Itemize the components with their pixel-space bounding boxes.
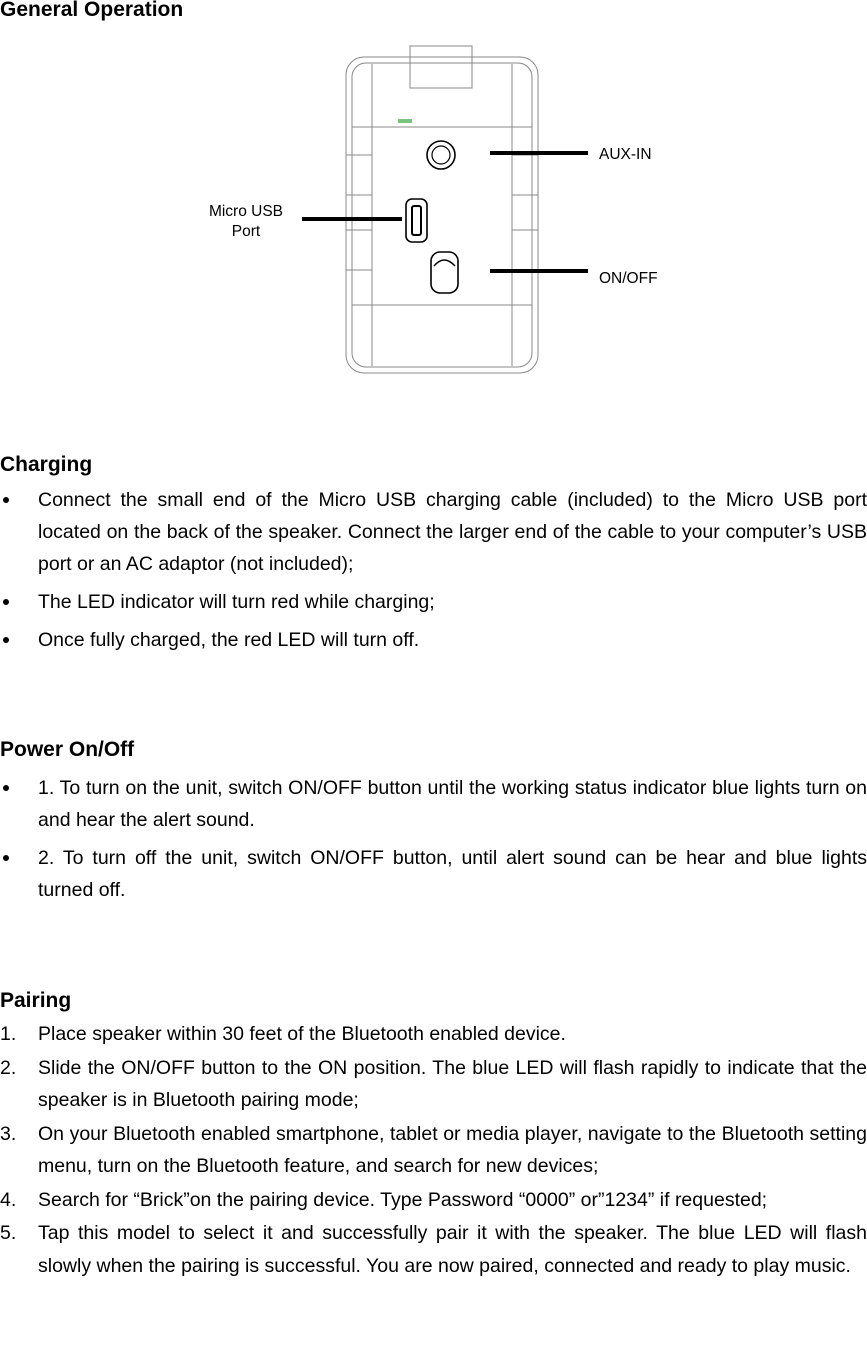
bullet-icon	[3, 637, 9, 643]
bullet-icon	[3, 855, 9, 861]
speaker-back-diagram	[0, 40, 867, 380]
page-title: General Operation	[0, 0, 184, 21]
list-item: 1. Place speaker within 30 feet of the Bluetooth enabled device.	[0, 1023, 566, 1045]
on-off-label: ON/OFF	[599, 270, 658, 287]
speaker-body-outline	[346, 57, 538, 373]
list-item: 2. To turn off the unit, switch ON/OFF button, until alert sound can be hear and blue lights turned off.	[0, 842, 867, 906]
charging-list	[0, 484, 867, 662]
led-marker	[398, 119, 412, 123]
power-heading: Power On/Off	[0, 738, 135, 761]
list-item: 1. To turn on the unit, switch ON/OFF button until the working status indicator blue lights turn on and hear the alert sound.	[0, 772, 867, 836]
micro-usb-label-line2: Port	[231, 223, 261, 240]
bullet-icon	[3, 785, 9, 791]
pairing-steps	[0, 1018, 867, 1283]
aux-in-label: AUX-IN	[599, 146, 652, 163]
list-item: Connect the small end of the Micro USB charging cable (included) to the Micro USB port located on the back of the speaker. Connect the larger end of the cable to your computer’s USB port or an AC adaptor (not included);	[0, 484, 867, 580]
micro-usb-label-line1: Micro USB	[208, 203, 284, 220]
bullet-icon	[3, 599, 9, 605]
list-item: 4. Search for “Brick”on the pairing device. Type Password “0000” or”1234” if requested;	[0, 1188, 768, 1211]
power-list	[0, 772, 867, 912]
speaker-top-tab	[410, 46, 472, 88]
bullet-icon	[3, 497, 9, 503]
list-item: Once fully charged, the red LED will turn off.	[0, 624, 867, 656]
aux-jack-icon	[427, 141, 455, 169]
on-off-switch-icon	[431, 252, 458, 293]
list-item: 2. Slide the ON/OFF button to the ON position. The blue LED will flash rapidly to indicate that the speaker is in Bluetooth pairing mode;	[0, 1056, 867, 1111]
list-item: 3. On your Bluetooth enabled smartphone, tablet or media player, navigate to the Bluetooth setting menu, turn on the Bluetooth feature, and search for new devices;	[0, 1122, 867, 1177]
list-item: The LED indicator will turn red while charging;	[0, 586, 867, 618]
charging-heading: Charging	[0, 453, 93, 476]
list-item: 5. Tap this model to select it and successfully pair it with the speaker. The blue LED will flash slowly when the pairing is successful. You are now paired, connected and ready to play music.	[0, 1222, 867, 1277]
pairing-heading: Pairing	[0, 989, 72, 1012]
